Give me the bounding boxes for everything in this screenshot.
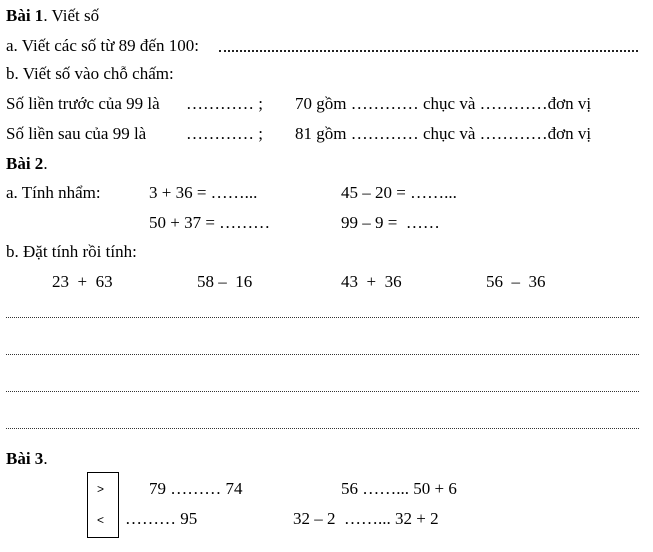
column-op-1: 23 + 63 bbox=[52, 272, 113, 291]
comparison-2[interactable]: 56 ……... 50 + 6 bbox=[341, 479, 457, 498]
comparison-4[interactable]: 32 – 2 ……... 32 + 2 bbox=[293, 509, 439, 528]
compose-70[interactable]: 70 gồm ………… chục và …………đơn vị bbox=[295, 94, 592, 113]
mental-math-item-1[interactable]: 3 + 36 = ……... bbox=[149, 183, 258, 202]
mental-math-item-3[interactable]: 50 + 37 = ……… bbox=[149, 213, 271, 232]
exercise-2-title: . bbox=[43, 154, 48, 173]
comparison-sign-box bbox=[87, 472, 119, 538]
exercise-2-number: Bài 2 bbox=[6, 154, 44, 173]
answer-line-1[interactable] bbox=[6, 317, 639, 318]
answer-line-4[interactable] bbox=[6, 428, 639, 429]
mental-math-item-4[interactable]: 99 – 9 = …… bbox=[341, 213, 440, 232]
successor-blank[interactable]: ………… ; bbox=[186, 124, 263, 143]
exercise-1-heading bbox=[6, 6, 99, 26]
exercise-3-number: Bài 3 bbox=[6, 449, 44, 468]
answer-line-2[interactable] bbox=[6, 354, 639, 355]
mental-math-item-2[interactable]: 45 – 20 = ……... bbox=[341, 183, 457, 202]
exercise-3-heading bbox=[6, 449, 48, 469]
successor-label: Số liền sau của 99 là bbox=[6, 124, 147, 143]
greater-than-sign[interactable]: > bbox=[97, 482, 105, 496]
answer-line-3[interactable] bbox=[6, 391, 639, 392]
predecessor-blank[interactable]: ………… ; bbox=[186, 94, 263, 113]
exercise-1-part-a: a. Viết các số từ 89 đến 100: bbox=[6, 36, 199, 55]
comparison-3[interactable]: ……… 95 bbox=[125, 509, 198, 528]
predecessor-label: Số liền trước của 99 là bbox=[6, 94, 160, 113]
exercise-3-title: . bbox=[43, 449, 48, 468]
exercise-1-title: . Viết số bbox=[43, 6, 100, 25]
less-than-sign[interactable]: < bbox=[97, 513, 105, 527]
comparison-1[interactable]: 79 ……… 74 bbox=[149, 479, 243, 498]
answer-dotted-line-1a[interactable] bbox=[219, 50, 638, 52]
exercise-2-heading bbox=[6, 154, 48, 174]
column-op-2: 58 – 16 bbox=[197, 272, 253, 291]
compose-81[interactable]: 81 gồm ………… chục và …………đơn vị bbox=[295, 124, 592, 143]
mental-math-label: a. Tính nhẩm: bbox=[6, 183, 101, 202]
column-math-label: b. Đặt tính rồi tính: bbox=[6, 242, 137, 261]
column-op-3: 43 + 36 bbox=[341, 272, 402, 291]
exercise-1-part-b: b. Viết số vào chỗ chấm: bbox=[6, 64, 174, 83]
exercise-1-number: Bài 1 bbox=[6, 6, 44, 25]
column-op-4: 56 – 36 bbox=[486, 272, 546, 291]
